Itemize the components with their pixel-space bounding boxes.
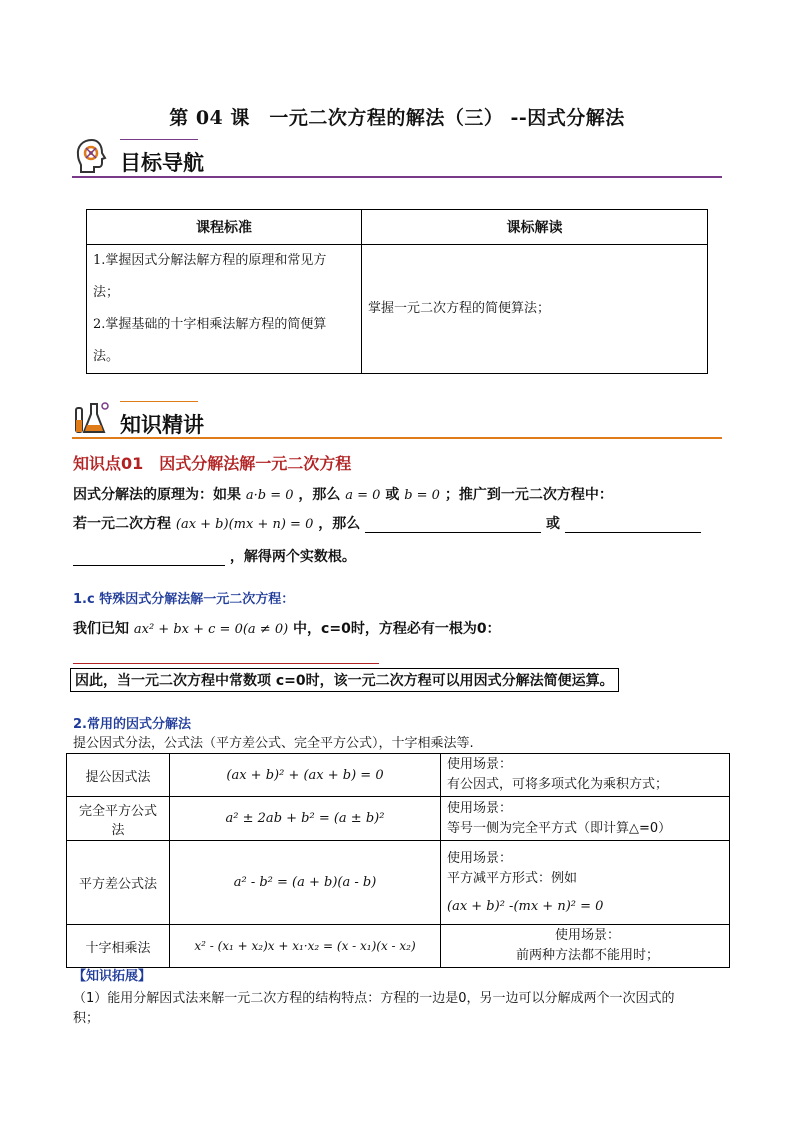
formula: a·b = 0 — [245, 488, 294, 503]
cell-line: 1.掌握因式分解法解方程的原理和常见方 — [93, 253, 327, 268]
usage-line: 平方减平方形式：例如 — [447, 870, 578, 886]
table-header: 课程标准 — [87, 210, 362, 245]
extension-label: 【知识拓展】 — [73, 969, 152, 984]
formula: a = 0 — [345, 488, 381, 503]
fill-in-line — [73, 546, 356, 566]
course-standard-table — [86, 209, 708, 374]
table-row — [67, 925, 730, 968]
method-formula: x² - (x₁ + x₂)x + x₁·x₂ = (x - x₁)(x - x₂) — [170, 925, 441, 968]
principle-line — [73, 484, 613, 504]
usage-line: 使用场景： — [447, 850, 513, 866]
name-line: 法 — [111, 822, 125, 838]
text: ，那么 — [298, 487, 341, 503]
method-name: 提公因式法 — [67, 754, 170, 797]
text: 或 — [545, 516, 560, 532]
usage-line: 使用场景： — [554, 928, 620, 943]
fill-in-line — [73, 513, 701, 533]
methods-intro: 提公因式分法，公式法（平方差公式、完全平方公式），十字相乘法等. — [73, 736, 474, 751]
answer-blank[interactable] — [73, 663, 379, 664]
usage-line: 使用场景： — [447, 800, 513, 816]
formula: ax² + bx + c = 0(a ≠ 0) — [133, 622, 289, 637]
method-name: 平方差公式法 — [67, 841, 170, 925]
table-header: 课标解读 — [362, 210, 708, 245]
text: 若一元二次方程 — [73, 516, 171, 532]
brain-gear-icon — [72, 136, 112, 176]
section-decor-rule — [120, 139, 198, 140]
usage-line: 有公因式，可将多项式化为乘积方式； — [447, 777, 669, 792]
section-heading-goals: 目标导航 — [120, 151, 204, 175]
method-formula: a² - b² = (a + b)(a - b) — [170, 841, 441, 925]
factoring-methods-table — [66, 753, 730, 968]
usage-line: 使用场景： — [447, 757, 513, 772]
text: ；推广到一元二次方程中： — [444, 487, 613, 503]
extension-paragraph: 积； — [73, 1011, 100, 1026]
text: 或 — [385, 487, 400, 503]
section-decor-rule — [120, 401, 198, 402]
method-usage — [441, 797, 730, 841]
section-rule — [72, 437, 722, 439]
answer-blank[interactable] — [565, 518, 701, 533]
usage-formula: (ax + b)² -(mx + n)² = 0 — [447, 898, 604, 914]
method-formula: a² ± 2ab + b² = (a ± b)² — [170, 797, 441, 841]
section-rule — [72, 176, 722, 178]
usage-line: 等号一侧为完全平方式（即计算△=0） — [447, 820, 672, 836]
method-usage — [441, 925, 730, 968]
usage-line: 前两种方法都不能用时； — [515, 948, 659, 963]
cell-line: 法。 — [93, 349, 120, 364]
answer-blank[interactable] — [365, 518, 541, 533]
text: 中，c=0时，方程必有一根为0： — [293, 621, 501, 637]
knowledge-point-title: 知识点01 因式分解法解一元二次方程 — [73, 454, 352, 473]
text: ，解得两个实数根。 — [229, 549, 356, 565]
formula: (ax + b)(mx + n) = 0 — [175, 517, 314, 532]
method-formula: (ax + b)² + (ax + b) = 0 — [170, 754, 441, 797]
table-cell-standards — [87, 245, 362, 374]
method-usage — [441, 754, 730, 797]
method-name: 十字相乘法 — [67, 925, 170, 968]
method-name — [67, 797, 170, 841]
document-title: 第 04 课 一元二次方程的解法（三） --因式分解法 — [169, 107, 625, 129]
name-line: 完全平方公式 — [78, 803, 157, 819]
answer-blank[interactable] — [73, 551, 225, 566]
formula: b = 0 — [404, 488, 440, 503]
table-row — [67, 754, 730, 797]
boxed-conclusion: 因此，当一元二次方程中常数项 c=0时，该一元二次方程可以用因式分解法简便运算。 — [70, 668, 619, 692]
text: ，那么 — [318, 516, 361, 532]
table-row — [67, 841, 730, 925]
text: 因式分解法的原理为：如果 — [73, 487, 241, 503]
cell-line: 法； — [93, 285, 120, 300]
method-usage — [441, 841, 730, 925]
known-line — [73, 618, 501, 638]
text: 我们已知 — [73, 621, 129, 637]
subheading-special-c: 1.c 特殊因式分解法解一元二次方程： — [73, 592, 295, 607]
cell-line: 2.掌握基础的十字相乘法解方程的简便算 — [93, 317, 327, 332]
subheading-common-methods: 2.常用的因式分解法 — [73, 717, 191, 732]
extension-paragraph: （1）能用分解因式法来解一元二次方程的结构特点：方程的一边是0，另一边可以分解成两个一次因式的 — [73, 991, 675, 1006]
section-heading-knowledge: 知识精讲 — [120, 413, 204, 437]
table-cell-interpretation: 掌握一元二次方程的简便算法； — [362, 245, 708, 374]
flask-icon — [72, 398, 112, 438]
table-row — [67, 797, 730, 841]
